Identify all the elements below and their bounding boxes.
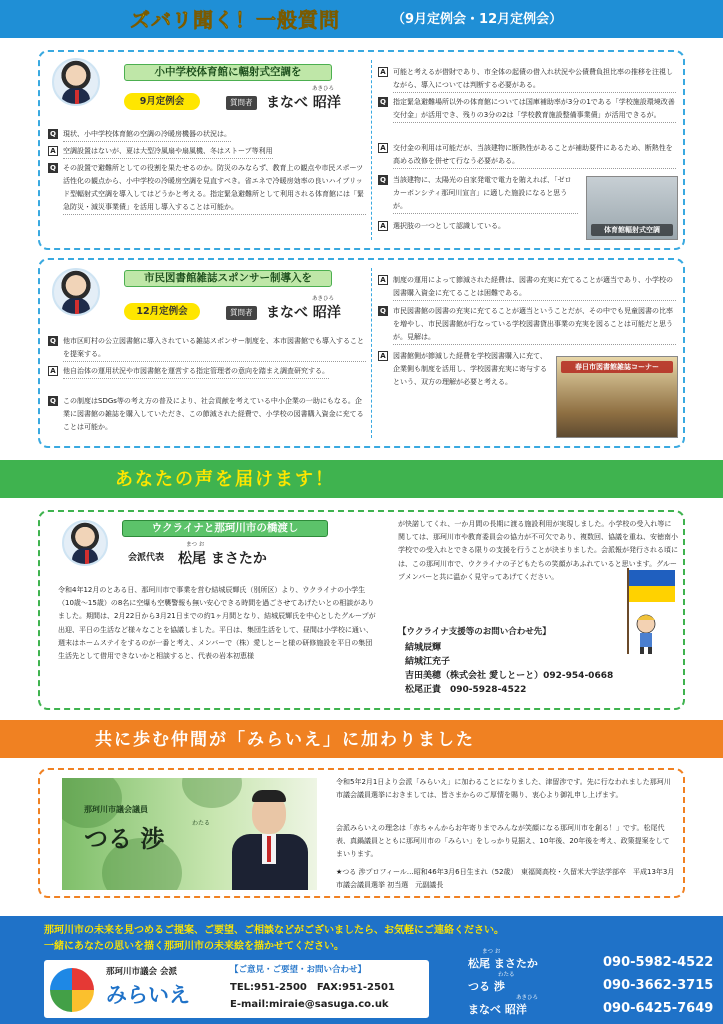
q2-asker-label: 質問者 <box>226 306 257 320</box>
q1-left-qa-3 <box>48 162 366 215</box>
footer-message-2: 一緒にあなたの思いを描く那珂川市の未来絵を描かせてください。 <box>44 941 344 952</box>
q1-left-text-1: 現状、小中学校体育館の空調の冷暖房機器の状況は。 <box>63 128 231 142</box>
q1-left-text-2: 空調設置はないが、夏は大型冷風扇や扇風機、冬はストーブ等利用 <box>63 145 273 159</box>
contact-item: 吉田美穂（株式会社 愛しとーと）092-954-0668 <box>405 671 614 681</box>
miraie-logo-icon <box>50 968 94 1012</box>
answer-mark-icon: A <box>378 275 388 285</box>
column-divider <box>371 268 372 438</box>
member-paragraph-2: 会派みらいえの理念は「赤ちゃんからお年寄りまでみんなが笑顔になる那珂川市を創る！」です。松尾代表、真鍋議員とともに那珂川市の「みらい」をしっかり見据え、10年後、20年後を考え、政策提案をしてまいります。 <box>336 824 670 859</box>
question-mark-icon: Q <box>48 336 58 346</box>
ukraine-flag-mascot <box>612 566 680 656</box>
q1-left-text-3: その設置で避難所としての役割を果たせるのか。防災のみならず、教育上の観点や市民スポーツ活性化の観点から、小中学校の冷暖房空調を見直すべき。省エネで冷暖房効率の良いハイブリッド型輻射式空調を導入してはどうかと考える。指定緊急避難所として利用される体育館には「緊急防災・減災事業債」を活用し導入することは可能か。 <box>63 162 366 215</box>
phone-furigana: まつ お <box>482 949 501 955</box>
answer-mark-icon: A <box>48 366 58 376</box>
question-mark-icon: Q <box>378 306 388 316</box>
question-mark-icon: Q <box>378 175 388 185</box>
tel-fax: TEL:951-2500 FAX:951-2501 <box>230 982 395 993</box>
q1-topic: 小中学校体育館に輻射式空調を <box>124 64 332 81</box>
manabe-avatar <box>52 268 100 316</box>
column-divider <box>371 60 372 240</box>
q1-right-qa-1 <box>378 66 676 93</box>
voice-left-text: 令和4年12月のとある日、那珂川市で事業を営む結城辰輝氏（別所区）より、ウクライナの小学生（10歳〜15歳）の8名に空爆も空襲警報も無い安心できる時間を過ごさせてあげたいとの相談がありました。期間は、2月22日から3月21日までの約1ヶ月間となり、結城辰輝氏を中心としたグループが出迎、平日の生活など様々なことを協議しました。平日は、集団生活をして、昼間は小学校に通い、週末はホームステイをするのが一番と考え、メンバーで（株）愛しとーと様の研修施設を平日の集団生活先として借用できないかと相談すると、代表の岩本初恵様 <box>58 586 376 661</box>
contact-heading: 【ご意見・ご要望・お問い合わせ】 <box>230 965 367 975</box>
phone-row-manabe <box>468 995 718 1020</box>
answer-mark-icon: A <box>378 351 388 361</box>
group-name: 那珂川市議会 会派 <box>106 967 177 977</box>
question-mark-icon: Q <box>48 396 58 406</box>
phone-number[interactable]: 090-6425-7649 <box>603 1001 714 1016</box>
voice-band-title: あなたの声を届けます！ <box>115 469 335 490</box>
email-link[interactable]: E-mail:miraie@sasuga.co.uk <box>230 999 389 1010</box>
phone-name: 松尾 まさたか <box>468 957 538 970</box>
ukraine-contact-title: 【ウクライナ支援等のお問い合わせ先】 <box>398 627 551 637</box>
poster-furigana: わたる <box>192 820 211 827</box>
q1-left-qa-1 <box>48 128 366 142</box>
member-band-title: 共に歩む仲間が「みらいえ」に加わりました <box>95 730 475 750</box>
q2-asker-name: まなべ 昭洋 <box>266 305 341 321</box>
ukraine-contact-list <box>405 641 613 697</box>
question-mark-icon: Q <box>378 97 388 107</box>
phone-furigana: あきひろ <box>516 995 539 1001</box>
contact-item: 結城江充子 <box>405 657 451 667</box>
q2-left-qa-2 <box>48 365 366 379</box>
q2-session: 12月定例会 <box>124 303 200 320</box>
voice-name-furigana: まつ お <box>186 542 205 548</box>
logo-text: みらいえ <box>106 983 190 1007</box>
q2-right-qa-1 <box>378 274 676 301</box>
question-mark-icon: Q <box>48 163 58 173</box>
q1-asker-label: 質問者 <box>226 96 257 110</box>
footer-message-1: 那珂川市の未来を見つめるご提案、ご要望、ご相談などがございましたら、お気軽にご連絡ください。 <box>44 925 504 936</box>
poster-name: つる 渉 <box>84 824 165 853</box>
q1-right-text-4: 当該建物に、太陽光の自家発電で電力を賄えれば、「ゼロカーボンシティ那珂川宣言」に適した施設になると思うが。 <box>393 174 578 214</box>
q1-furigana: あきひろ <box>312 86 335 92</box>
answer-mark-icon: A <box>378 221 388 231</box>
header-band <box>0 0 723 38</box>
q2-left-qa-3 <box>48 395 366 434</box>
q1-right-text-5: 選択肢の一つとして認識している。 <box>393 222 505 230</box>
voice-name: 松尾 まさたか <box>178 551 267 567</box>
gym-photo-caption: 体育館輻射式空調 <box>591 224 673 236</box>
q2-left-text-1: 他市区町村の公立図書館に導入されている雑誌スポンサー制度を、本市図書館でも導入することを提案する。 <box>63 335 366 362</box>
contact-card <box>44 960 429 1018</box>
q2-right-qa-2 <box>378 305 676 345</box>
tsuru-poster <box>62 778 317 890</box>
q2-right-qa-3 <box>378 350 548 389</box>
voice-topic: ウクライナと那珂川市の橋渡し <box>122 520 328 537</box>
q1-right-qa-3 <box>378 142 676 169</box>
phone-number[interactable]: 090-5982-4522 <box>603 955 714 970</box>
phone-name: つる 渉 <box>468 980 505 993</box>
library-photo-caption: 春日市図書館雑誌コーナー <box>561 361 673 373</box>
voice-band <box>0 460 723 498</box>
q1-right-qa-2 <box>378 96 676 123</box>
q2-right-text-1: 制度の運用によって節減された経費は、図書の充実に充てることが適当であり、小学校の図書購入資金に充てることは困難である。 <box>393 274 676 301</box>
q2-furigana: あきひろ <box>312 296 335 302</box>
q2-left-qa-1 <box>48 335 366 362</box>
voice-right-text: が快諾してくれ、一か月間の長期に渡る施設利用が実現しました。小学校の受入れ等に関しては、那珂川市や教育委員会の協力が不可欠であり、複数回、協議を重ね、安徳南小学校での受入れとできる限りの支援を行うことが決まりました。会派報が発行される頃には、この那珂川市で、ウクライナの子どもたちの笑顔があふれていると思います。グループメンバーと共に温かく見守ってあげてください。 <box>398 520 678 581</box>
question-mark-icon: Q <box>48 129 58 139</box>
phone-furigana: わたる <box>498 972 515 978</box>
library-photo <box>556 356 678 438</box>
session-subtitle: （9月定例会・12月定例会） <box>392 12 563 27</box>
poster-title: 那珂川市議会議員 <box>84 805 148 814</box>
contact-item: 松尾正貴 090-5928-4522 <box>405 685 527 695</box>
q1-left-qa-2 <box>48 145 366 159</box>
manabe-avatar <box>52 58 100 106</box>
matsuo-avatar <box>62 520 108 566</box>
member-band <box>0 720 723 758</box>
phone-name: まなべ 昭洋 <box>468 1003 527 1016</box>
q1-right-text-2: 指定緊急避難場所以外の体育館については国庫補助率が3分の1である「学校施設環境改善交付金」が活用でき、残りの3分の2は「学校教育施設整備事業債」が活用できるが。 <box>393 96 676 123</box>
member-profile: ★つる 渉プロフィール…昭和46年3月6日生まれ（52歳） 東福岡高校・久留米大学法学部卒 平成13年3月市議会議員選挙 初当選 元副議長 <box>336 868 675 890</box>
q1-right-text-1: 可能と考えるが借財であり、市全体の起債の借入れ状況や公債費負担比率の推移を注視しながら、導入については判断する必要がある。 <box>393 66 676 93</box>
q1-session: 9月定例会 <box>124 93 200 110</box>
answer-mark-icon: A <box>378 143 388 153</box>
q1-right-qa-4 <box>378 174 578 214</box>
page-title: ズバリ聞く！一般質問 <box>130 8 340 32</box>
q1-asker-name: まなべ 昭洋 <box>266 95 341 111</box>
tsuru-photo <box>230 788 310 890</box>
q2-right-text-3: 図書館側が節減した経費を学校図書購入に充て、企業側も制度を活用し、学校図書充実に寄与するという、双方の理解が必要と考える。 <box>393 352 547 386</box>
q2-topic: 市民図書館雑誌スポンサー制導入を <box>124 270 332 287</box>
q1-right-qa-5 <box>378 220 578 233</box>
answer-mark-icon: A <box>378 67 388 77</box>
q1-right-text-3: 交付金の利用は可能だが、当該建物に断熱性があることが補助要件にあるため、断熱性を高める改修を併せて行なう必要がある。 <box>393 142 676 169</box>
contact-item: 結城辰輝 <box>405 643 442 653</box>
voice-role: 会派代表 <box>128 553 165 563</box>
gym-photo <box>586 176 678 240</box>
member-paragraph-1: 令和5年2月1日より会派「みらいえ」に加わることになりました、津留渉です。先に行なわれました那珂川市議会議員選挙におきましては、皆さまからのご厚情を賜り、衷心より御礼申し上げます。 <box>336 778 671 800</box>
answer-mark-icon: A <box>48 146 58 156</box>
phone-number[interactable]: 090-3662-3715 <box>603 978 714 993</box>
q2-left-text-3: この制度はSDGs等の考え方の普及により、社会貢献を考えている中小企業の一助にもなる。企業に図書館の雑誌を購入していただき、この節減された経費で、小学校の図書購入資金に充てることは可能か。 <box>63 397 364 431</box>
phone-row-tsuru <box>468 972 718 997</box>
q2-left-text-2: 他自治体の運用状況や市図書館を運営する指定管理者の意向を踏まえ調査研究する。 <box>63 365 329 379</box>
q2-right-text-2: 市民図書館の図書の充実に充てることが適当ということだが、その中でも児童図書の比率を増やし、市民図書館が行なっている学校図書貸出事業の充実を図ることは可能だと思うが。見解は。 <box>393 305 676 345</box>
